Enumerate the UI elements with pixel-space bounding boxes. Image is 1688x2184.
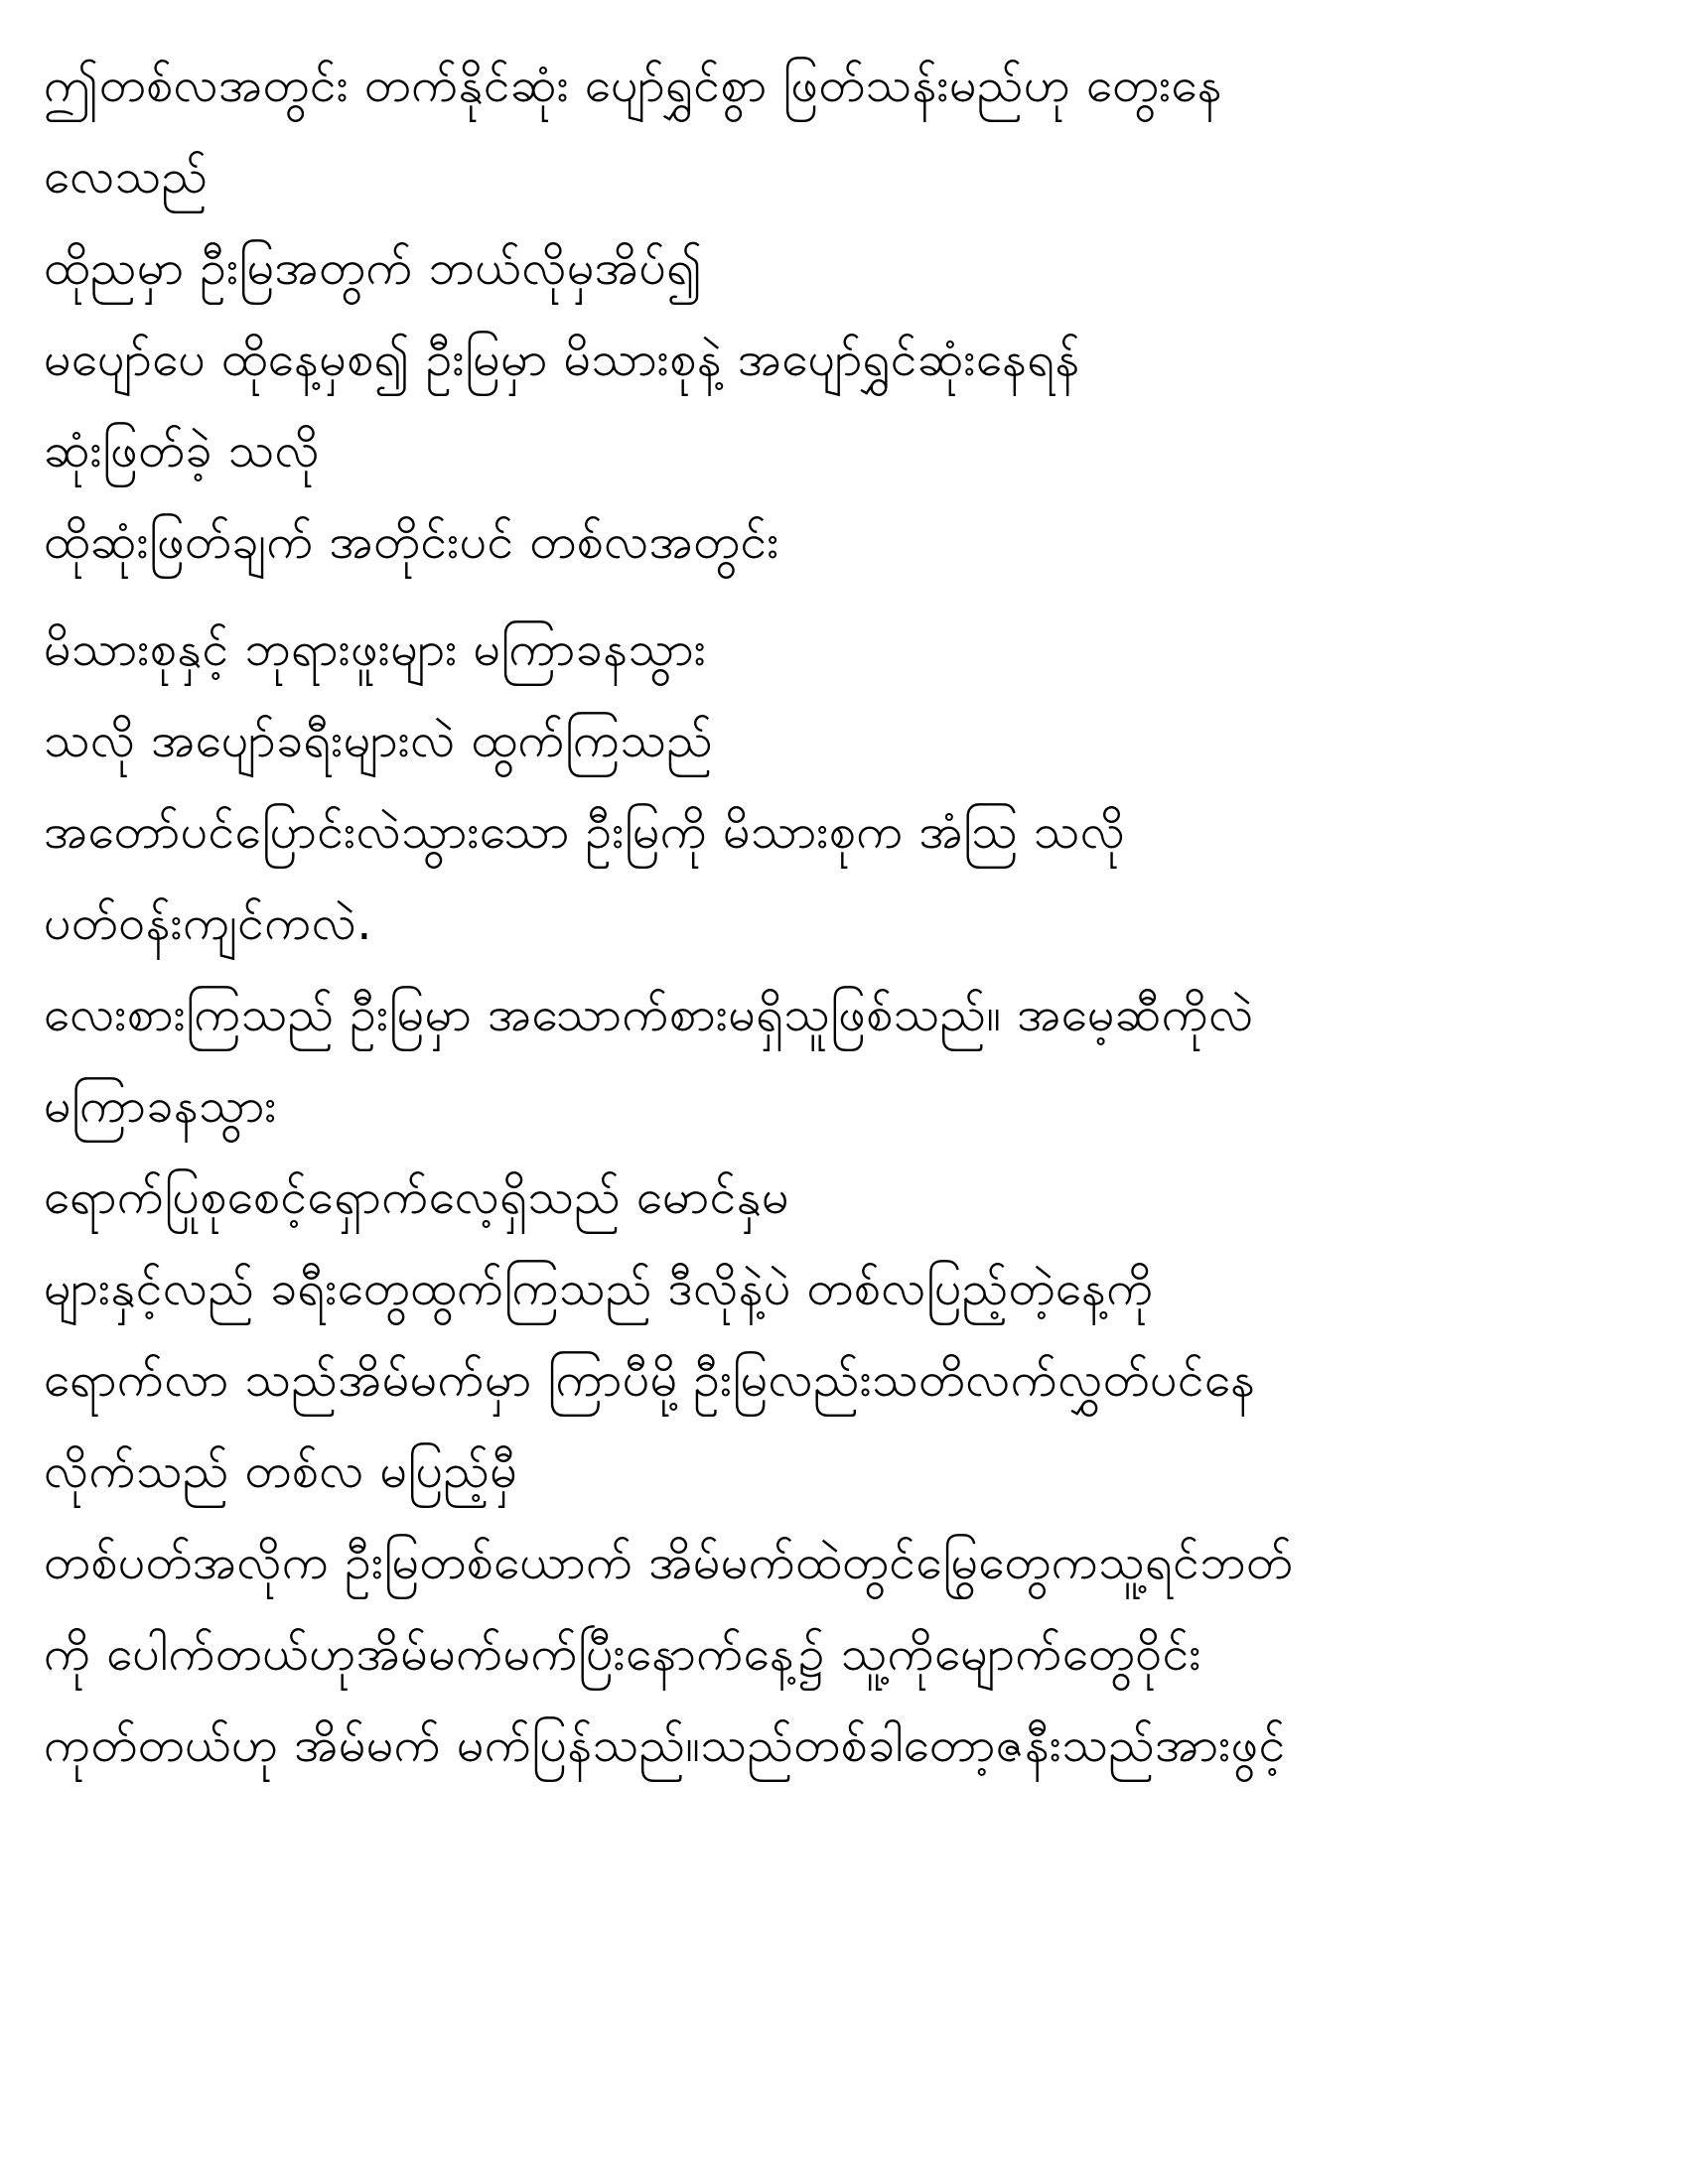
text-line: ပတ်ဝန်းကျင်ကလဲ. bbox=[44, 895, 373, 951]
text-line: တစ်ပတ်အလိုက ဦးမြတစ်ယောက် အိမ်မက်ထဲတွင်မြွေတွေကသူ့ရင်ဘတ် bbox=[44, 1535, 1294, 1590]
text-line: ရောက်လာ သည်အိမ်မက်မှာ ကြာပီမို့ ဦးမြလည်းသတိလက်လွှတ်ပင်နေ bbox=[44, 1352, 1256, 1408]
text-line: ကုတ်တယ်ဟု အိမ်မက် မက်ပြန်သည်။သည်တစ်ခါတော့ဇနီးသည်အားဖွင့် bbox=[44, 1717, 1286, 1773]
text-line: ရောက်ပြုစုစေင့်ရှောက်လေ့ရှိသည် မောင်နှမ bbox=[44, 1169, 789, 1225]
text-line: လေးစားကြသည် ဦးမြမှာ အသောက်စားမရှိသူဖြစ်သည်။ အမေ့ဆီကိုလဲ bbox=[44, 987, 1254, 1042]
text-line: အတော်ပင်ပြောင်းလဲသွားသော ဦးမြကို မိသားစုက အံဩ သလို bbox=[44, 804, 1126, 860]
text-line: များနှင့်လည် ခရီးတွေထွက်ကြသည် ဒီလိုနဲ့ပဲ တစ်လပြည့်တဲ့နေ့ကို bbox=[44, 1261, 1154, 1316]
body-text bbox=[44, 40, 1652, 1791]
text-line: ကို ပေါက်တယ်ဟုအိမ်မက်မက်ပြီးနောက်နေ့၌ သူ့ကိုမျောက်တွေဝိုင်း bbox=[44, 1626, 1201, 1682]
text-line: ထိုညမှာ ဦးမြအတွက် ဘယ်လိုမှအိပ်၍ bbox=[44, 240, 703, 296]
text-line: မပျော်ပေ ထိုနေ့မှစ၍ ဦးမြမှာ မိသားစုနဲ့ အပျော်ရွှင်ဆုံးနေရန် bbox=[44, 332, 1080, 387]
text-line: ထိုဆုံးဖြတ်ချက် အတိုင်းပင် တစ်လအတွင်း bbox=[44, 514, 779, 570]
text-line: မိသားစုနှင့် ဘုရားဖူးများ မကြာခနသွား bbox=[44, 621, 707, 677]
text-line: လိုက်သည် တစ်လ မပြည့်မှီ bbox=[44, 1443, 518, 1499]
text-line: ဆုံးဖြတ်ခဲ့ သလို bbox=[44, 423, 320, 478]
text-line: လေသည် bbox=[44, 149, 209, 205]
text-line: ဤတစ်လအတွင်း တက်နိုင်ဆုံး ပျော်ရွှင်စွာ ဖြတ်သန်းမည်ဟု တွေးနေ bbox=[44, 58, 1222, 113]
text-line: သလို အပျော်ခရီးများလဲ ထွက်ကြသည် bbox=[44, 713, 714, 768]
text-line: မကြာခနသွား bbox=[44, 1078, 277, 1134]
